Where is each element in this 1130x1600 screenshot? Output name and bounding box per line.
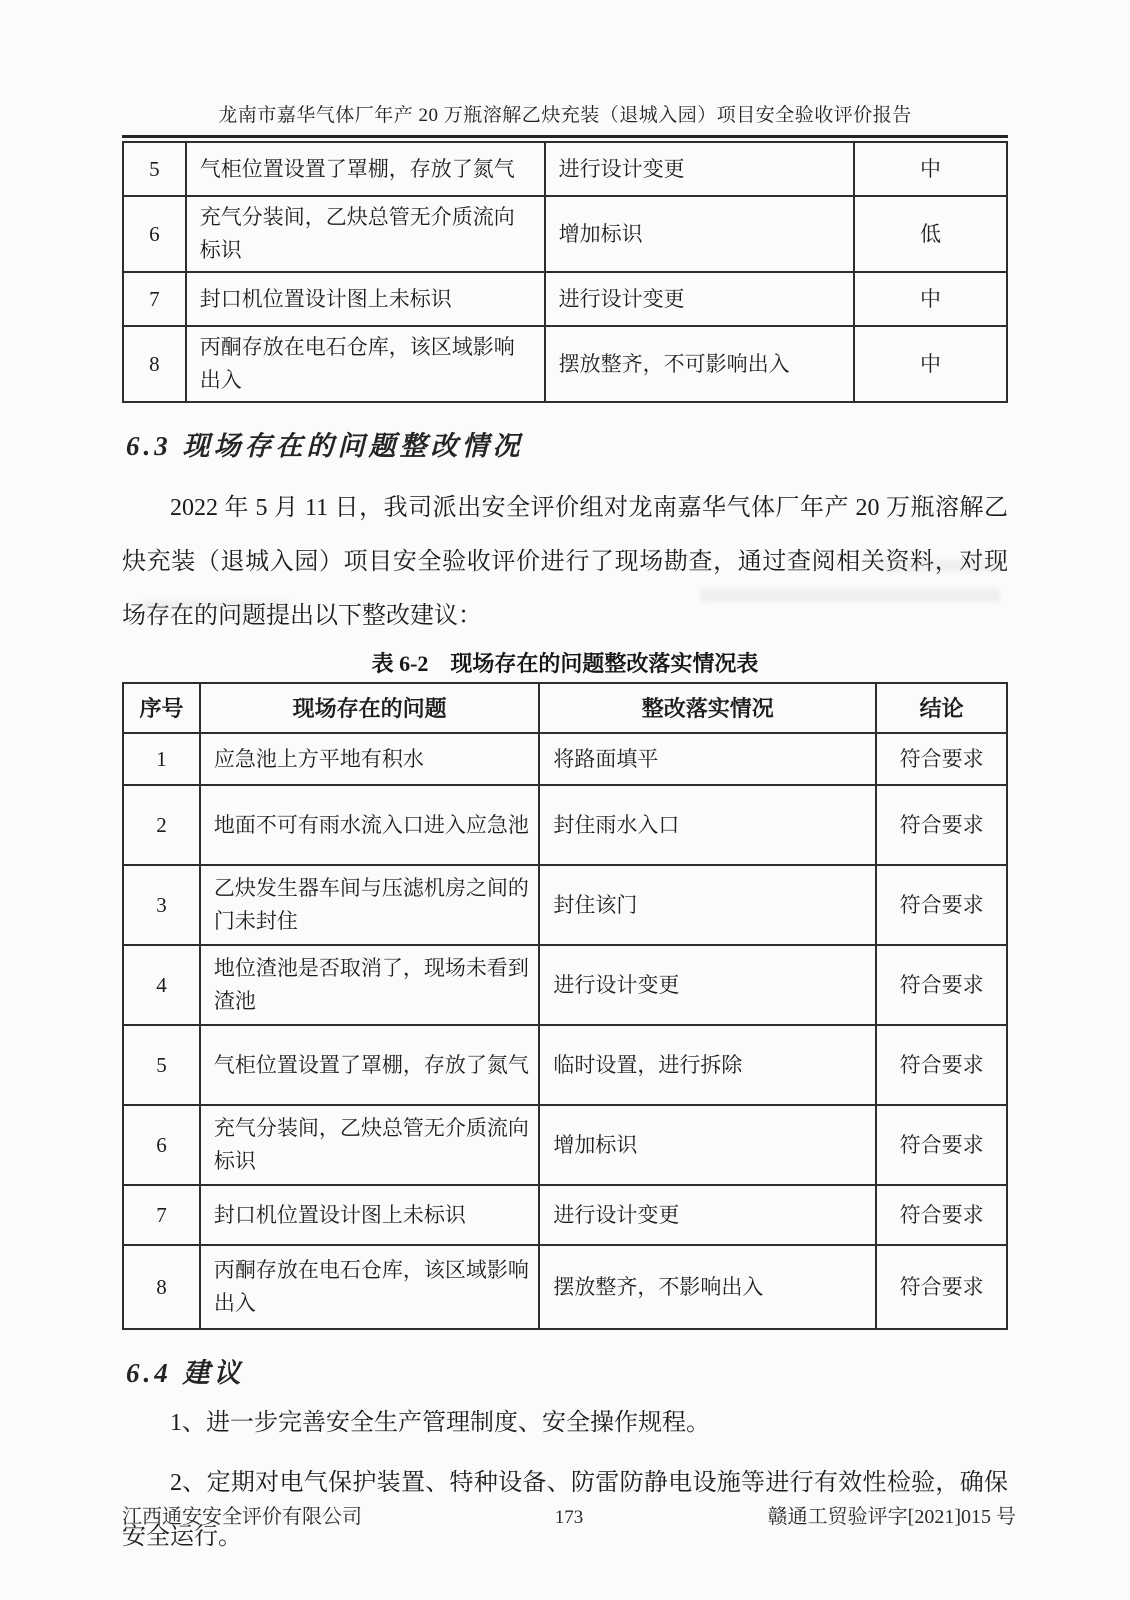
cell-no: 5	[123, 1025, 200, 1105]
cell-measure: 将路面填平	[539, 733, 876, 785]
cell-conclusion: 符合要求	[876, 865, 1007, 945]
table-row	[123, 142, 1007, 196]
cell-problem: 封口机位置设计图上未标识	[186, 272, 545, 326]
cell-measure: 增加标识	[539, 1105, 876, 1185]
rectification-status-table	[122, 682, 1008, 1330]
cell-measure: 封住该门	[539, 865, 876, 945]
table-row	[123, 1105, 1007, 1185]
header-no: 序号	[123, 683, 200, 733]
cell-no: 2	[123, 785, 200, 865]
footer-page-number: 173	[554, 1507, 584, 1528]
page-header-title: 龙南市嘉华气体厂年产 20 万瓶溶解乙炔充装（退城入园）项目安全验收评价报告	[122, 100, 1008, 138]
cell-level: 中	[854, 142, 1007, 196]
cell-no: 8	[123, 326, 186, 402]
cell-measure: 封住雨水入口	[539, 785, 876, 865]
cell-conclusion: 符合要求	[876, 1025, 1007, 1105]
cell-conclusion: 符合要求	[876, 1185, 1007, 1245]
cell-measure: 临时设置，进行拆除	[539, 1025, 876, 1105]
cell-problem: 地面不可有雨水流入口进入应急池	[200, 785, 539, 865]
cell-problem: 丙酮存放在电石仓库，该区域影响出入	[186, 326, 545, 402]
cell-level: 中	[854, 326, 1007, 402]
cell-conclusion: 符合要求	[876, 1245, 1007, 1329]
table-row	[123, 1025, 1007, 1105]
cell-problem: 气柜位置设置了罩棚，存放了氮气	[200, 1025, 539, 1105]
cell-no: 1	[123, 733, 200, 785]
table-row	[123, 785, 1007, 865]
table-62-caption: 表 6-2 现场存在的问题整改落实情况表	[371, 651, 759, 676]
table-row	[123, 196, 1007, 272]
cell-no: 7	[123, 1185, 200, 1245]
section-63-paragraph: 2022 年 5 月 11 日，我司派出安全评价组对龙南嘉华气体厂年产 20 万瓶溶解乙炔充装（退城入园）项目安全验收评价进行了现场勘查，通过查阅相关资料，对现场存在的问题提出以下整改建议：	[122, 495, 1008, 629]
cell-measure: 进行设计变更	[545, 142, 854, 196]
header-problem: 现场存在的问题	[200, 683, 539, 733]
suggestion-item: 2、定期对电气保护装置、特种设备、防雷防静电设施等进行有效性检验，确保安全运行。	[122, 1470, 1008, 1550]
cell-no: 7	[123, 272, 186, 326]
section-64-heading: 6.4 建议	[126, 1358, 245, 1388]
cell-level: 中	[854, 272, 1007, 326]
footer-doc-number: 赣通工贸验评字[2021]015 号	[767, 1506, 1016, 1528]
table-row	[123, 272, 1007, 326]
section-63-heading: 6.3 现场存在的问题整改情况	[126, 431, 524, 461]
table-row	[123, 733, 1007, 785]
table-header-row	[123, 683, 1007, 733]
cell-problem: 充气分装间，乙炔总管无介质流向标识	[186, 196, 545, 272]
cell-conclusion: 符合要求	[876, 1105, 1007, 1185]
risk-table-continuation	[122, 141, 1008, 403]
table-row	[123, 865, 1007, 945]
cell-measure: 摆放整齐，不影响出入	[539, 1245, 876, 1329]
cell-measure: 增加标识	[545, 196, 854, 272]
cell-problem: 应急池上方平地有积水	[200, 733, 539, 785]
cell-conclusion: 符合要求	[876, 733, 1007, 785]
header-measure: 整改落实情况	[539, 683, 876, 733]
page-footer	[122, 1500, 1016, 1529]
cell-problem: 气柜位置设置了罩棚，存放了氮气	[186, 142, 545, 196]
cell-no: 8	[123, 1245, 200, 1329]
cell-conclusion: 符合要求	[876, 945, 1007, 1025]
table-row	[123, 945, 1007, 1025]
cell-problem: 丙酮存放在电石仓库，该区域影响出入	[200, 1245, 539, 1329]
cell-no: 6	[123, 1105, 200, 1185]
table-row	[123, 1245, 1007, 1329]
cell-level: 低	[854, 196, 1007, 272]
cell-problem: 乙炔发生器车间与压滤机房之间的门未封住	[200, 865, 539, 945]
cell-measure: 摆放整齐，不可影响出入	[545, 326, 854, 402]
table-row	[123, 1185, 1007, 1245]
cell-no: 5	[123, 142, 186, 196]
cell-measure: 进行设计变更	[539, 945, 876, 1025]
cell-no: 4	[123, 945, 200, 1025]
header-conclusion: 结论	[876, 683, 1007, 733]
cell-problem: 地位渣池是否取消了，现场未看到渣池	[200, 945, 539, 1025]
cell-problem: 充气分装间，乙炔总管无介质流向标识	[200, 1105, 539, 1185]
cell-measure: 进行设计变更	[545, 272, 854, 326]
cell-measure: 进行设计变更	[539, 1185, 876, 1245]
table-row	[123, 326, 1007, 402]
cell-conclusion: 符合要求	[876, 785, 1007, 865]
cell-problem: 封口机位置设计图上未标识	[200, 1185, 539, 1245]
suggestion-item: 1、进一步完善安全生产管理制度、安全操作规程。	[170, 1410, 710, 1436]
footer-company: 江西通安安全评价有限公司	[122, 1506, 362, 1528]
cell-no: 6	[123, 196, 186, 272]
cell-no: 3	[123, 865, 200, 945]
